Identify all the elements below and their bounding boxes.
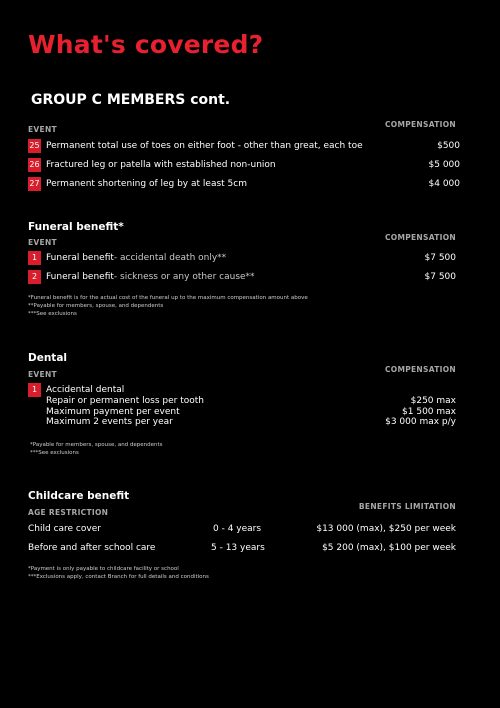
event-text: Fractured leg or patella with established non-union	[46, 160, 276, 170]
dental-line: Repair or permanent loss per tooth	[46, 396, 204, 406]
dental-line: Maximum payment per event	[46, 406, 180, 417]
event-number: 25	[28, 139, 41, 153]
dental-lines	[46, 396, 204, 428]
event-value: $7 500	[424, 253, 456, 263]
childcare-limit: $5 200 (max), $100 per week	[322, 543, 456, 553]
group-title: GROUP C MEMBERS cont.	[31, 92, 231, 108]
childcare-notes	[28, 565, 209, 581]
event-label: EVENT	[28, 125, 57, 134]
event-label: EVENT	[28, 370, 57, 379]
event-text: Funeral benefit	[46, 272, 114, 282]
event-number: 1	[28, 251, 41, 265]
footnote: *Payable for members, spouse, and dependents	[30, 442, 163, 448]
event-value: $5 000	[428, 160, 460, 170]
footnote: **Payable for members, spouse, and dependents	[28, 303, 164, 309]
event-number: 27	[28, 177, 41, 191]
footnote: *Funeral benefit is for the actual cost of the funeral up to the maximum compensation amount above	[28, 295, 308, 301]
event-text: Accidental dental	[46, 385, 125, 395]
compensation-label: COMPENSATION	[384, 365, 456, 374]
footnote: ***Exclusions apply, contact Branch for full details and conditions	[28, 574, 209, 580]
age-restriction-label: AGE RESTRICTION	[28, 508, 109, 517]
event-value: $500	[437, 141, 460, 151]
childcare-limit: $13 000 (max), $250 per week	[316, 524, 456, 534]
dental-value: $1 500 max	[402, 406, 456, 417]
funeral-row	[28, 270, 255, 284]
event-value: $4 000	[428, 179, 460, 189]
event-value: $7 500	[424, 272, 456, 282]
event-label: EVENT	[28, 238, 57, 247]
footnote: ***See exclusions	[30, 450, 79, 456]
event-row	[28, 139, 363, 153]
event-subtext: - sickness or any other cause**	[113, 272, 255, 282]
childcare-title: Childcare benefit	[28, 490, 130, 502]
childcare-age: 5 - 13 years	[211, 543, 265, 553]
event-number: 2	[28, 270, 41, 284]
event-subtext: - accidental death only**	[113, 253, 227, 263]
event-row	[28, 177, 247, 191]
event-number: 26	[28, 158, 41, 172]
event-text: Funeral benefit	[46, 253, 114, 263]
childcare-name: Before and after school care	[28, 543, 156, 553]
event-row	[28, 158, 276, 172]
compensation-label: COMPENSATION	[384, 233, 456, 242]
funeral-notes	[28, 294, 308, 318]
childcare-age: 0 - 4 years	[213, 524, 262, 534]
dental-notes	[30, 441, 163, 457]
footnote: *Payment is only payable to childcare facility or school	[28, 566, 179, 572]
dental-title: Dental	[28, 352, 68, 364]
event-number: 1	[28, 383, 41, 397]
benefits-limitation-label: BENEFITS LIMITATION	[358, 502, 456, 511]
dental-values	[385, 396, 456, 428]
dental-value: $3 000 max p/y	[385, 417, 456, 427]
compensation-label: COMPENSATION	[384, 120, 456, 129]
dental-value: $250 max	[410, 396, 456, 406]
dental-row	[28, 383, 124, 397]
event-text: Permanent shortening of leg by at least 5cm	[46, 179, 247, 189]
event-text: Permanent total use of toes on either foot - other than great, each toe	[46, 141, 363, 151]
page-title: What's covered?	[28, 30, 264, 59]
funeral-row	[28, 251, 226, 265]
funeral-title: Funeral benefit*	[28, 221, 124, 233]
footnote: ***See exclusions	[28, 311, 77, 317]
dental-line: Maximum 2 events per year	[46, 417, 173, 427]
childcare-name: Child care cover	[28, 524, 101, 534]
